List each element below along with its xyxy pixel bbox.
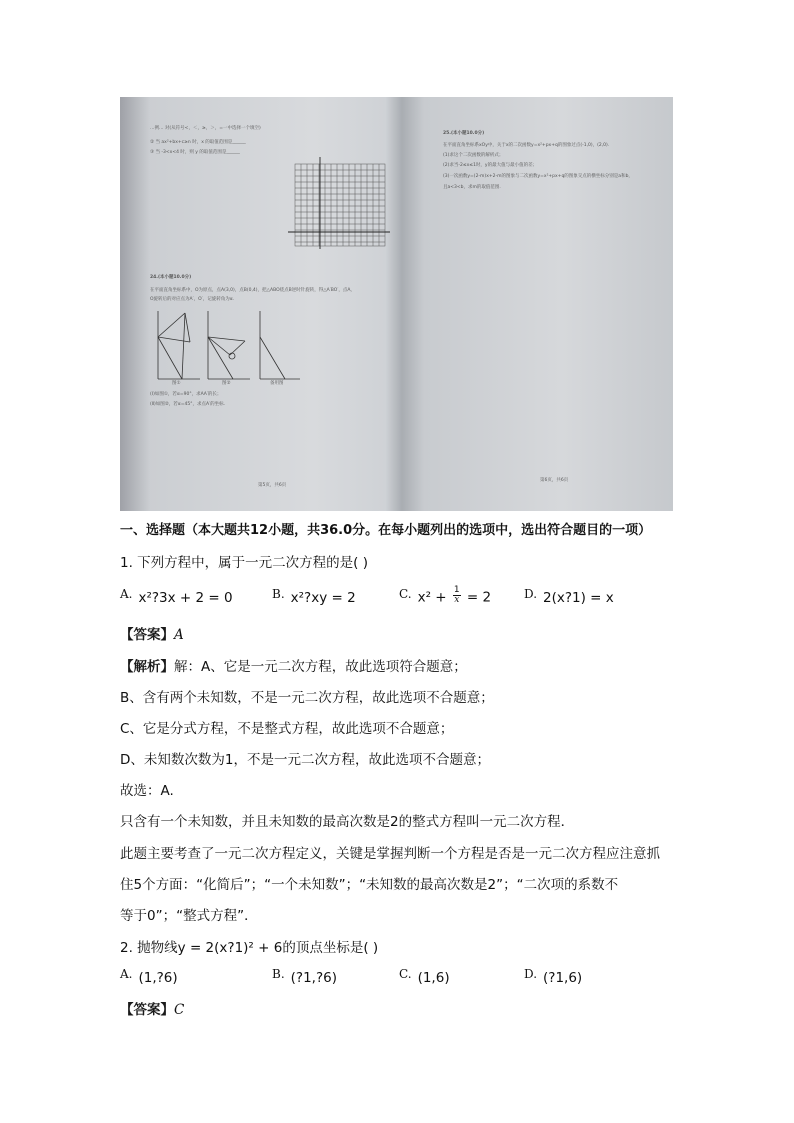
photo-fig2-caption: 图② xyxy=(222,381,231,386)
q1-option-c-fraction xyxy=(453,586,461,605)
photo-q24-line2: O旋转后的对应点为A′，O′，记旋转角为α. xyxy=(150,297,235,302)
q1-analysis-tag: 【解析】 xyxy=(120,659,174,675)
q1-answer-value: A xyxy=(174,627,184,643)
q1-option-a-label: A. xyxy=(120,587,133,601)
q2-option-d[interactable] xyxy=(524,967,583,986)
photo-q25-line1: 在平面直角坐标系xOy中，关于x的二次函数y=x²+px+q的图象过点(-1,0)，(2,0). xyxy=(443,143,610,148)
q1-analysis-line-3: C、它是分式方程，不是整式方程，故此选项不合题意； xyxy=(120,721,454,737)
q2-option-a[interactable] xyxy=(120,967,178,986)
q1-option-d-label: D. xyxy=(524,587,538,601)
figure-1 xyxy=(158,311,200,379)
q1-option-b-label: B. xyxy=(272,587,285,601)
q2-option-c-text: (1,6) xyxy=(417,970,450,986)
q1-option-c-denominator: x xyxy=(454,595,460,605)
photo-q25-line4: (3)一次函数y=(2-m)x+2-m的图象与二次函数y=x²+px+q的图象交点的横坐标分别是a和b， xyxy=(443,174,633,179)
q1-option-d[interactable] xyxy=(524,587,614,606)
q2-answer-row xyxy=(120,998,184,1018)
photo-fig3-caption: 备用图 xyxy=(270,381,284,386)
photo-q25-line2: (1)求这个二次函数的解析式； xyxy=(443,153,504,158)
q2-option-c[interactable] xyxy=(399,967,450,986)
photo-q-line3: ③ 当 -3<x<4 时，则 y 的取值范围是______ xyxy=(150,150,240,155)
q1-option-b-text: x²?xy = 2 xyxy=(290,590,356,606)
q1-stem: 1. 下列方程中，属于一元二次方程的是( ) xyxy=(120,555,368,571)
section-heading: 一、选择题（本大题共12小题，共36.0分。在每小题列出的选项中，选出符合题目的一项） xyxy=(120,523,652,538)
q1-option-a[interactable] xyxy=(120,587,233,606)
photo-part2: (Ⅱ)如图②，若α=45°，求点A′的坐标. xyxy=(150,402,226,407)
q2-option-a-label: A. xyxy=(120,967,133,981)
q2-option-a-text: (1,?6) xyxy=(138,970,178,986)
q1-analysis-line-9: 等于0”；“整式方程”． xyxy=(120,908,258,924)
q2-option-b[interactable] xyxy=(272,967,337,986)
photo-q-line1: …例… 对(从符号<，＜，≥，＞，=一中选择一个填空) xyxy=(150,126,261,131)
photo-q25-line5: 且a<3<b，求m的取值范围. xyxy=(443,185,501,190)
figure-3 xyxy=(260,311,300,379)
q1-option-c[interactable] xyxy=(399,585,492,607)
q1-option-a-text: x²?3x + 2 = 0 xyxy=(138,590,233,606)
photo-figures xyxy=(120,97,673,511)
coordinate-grid xyxy=(288,157,390,249)
q1-analysis-line-7: 此题主要考查了一元二次方程定义，关键是掌握判断一个方程是否是一元二次方程应注意抓 xyxy=(120,846,660,862)
q1-option-c-pre: x² + xyxy=(417,589,451,606)
q2-option-c-label: C. xyxy=(399,967,412,981)
q2-option-b-label: B. xyxy=(272,967,285,981)
q1-option-b[interactable] xyxy=(272,587,356,606)
q2-option-d-label: D. xyxy=(524,967,538,981)
q1-option-c-label: C. xyxy=(399,586,412,601)
photo-q25-title: 25.(本小题10.0分) xyxy=(443,131,485,136)
exam-paper-photo xyxy=(120,97,673,511)
q1-option-d-text: 2(x?1) = x xyxy=(543,590,614,606)
q2-option-b-text: (?1,?6) xyxy=(290,970,337,986)
q1-analysis-line-1 xyxy=(120,655,467,675)
q1-option-c-numerator: 1 xyxy=(453,585,460,595)
q1-answer-tag: 【答案】 xyxy=(120,627,174,643)
photo-q25-line3: (2)求当-2≤x≤1时，y的最大值与最小值的差； xyxy=(443,163,538,168)
photo-right-page-number: 第6页，共6页 xyxy=(540,478,569,483)
figure-2 xyxy=(208,311,250,379)
q2-option-d-text: (?1,6) xyxy=(543,970,583,986)
photo-q24-line1: 在平面直角坐标系中，O为原点，点A(3,0)，点B(0,4)，把△ABO绕点B逆时针旋转，得△A′BO′，点A， xyxy=(150,288,355,293)
q1-analysis-line-5: 故选：A. xyxy=(120,783,174,799)
q1-analysis-line-8: 住5个方面：“化简后”；“一个未知数”；“未知数的最高次数是2”；“二次项的系数不 xyxy=(120,877,619,893)
photo-left-page-number: 第5页，共6页 xyxy=(258,483,287,488)
photo-q-line2: ② 当 ax²+bx+c≥n 时，x 的取值范围是______ xyxy=(150,140,246,145)
q1-option-c-post: = 2 xyxy=(462,589,492,606)
q1-answer-row xyxy=(120,623,184,643)
q1-analysis-line-4: D、未知数次数为1，不是一元二次方程，故此选项不合题意； xyxy=(120,752,490,768)
photo-part1: (Ⅰ)如图①，若α=90°，求AA′的长； xyxy=(150,392,222,397)
photo-q24-title: 24.(本小题10.0分) xyxy=(150,275,192,280)
q1-analysis-line-6: 只含有一个未知数，并且未知数的最高次数是2的整式方程叫一元二次方程． xyxy=(120,814,575,830)
q1-analysis-text-1: 解：A、它是一元二次方程，故此选项符合题意； xyxy=(174,659,467,675)
q2-answer-tag: 【答案】 xyxy=(120,1002,174,1018)
q2-answer-value: C xyxy=(174,1002,185,1018)
q2-stem: 2. 抛物线y = 2(x?1)² + 6的顶点坐标是( ) xyxy=(120,940,379,956)
photo-fig1-caption: 图① xyxy=(172,381,181,386)
q1-analysis-line-2: B、含有两个未知数，不是一元二次方程，故此选项不合题意； xyxy=(120,690,494,706)
